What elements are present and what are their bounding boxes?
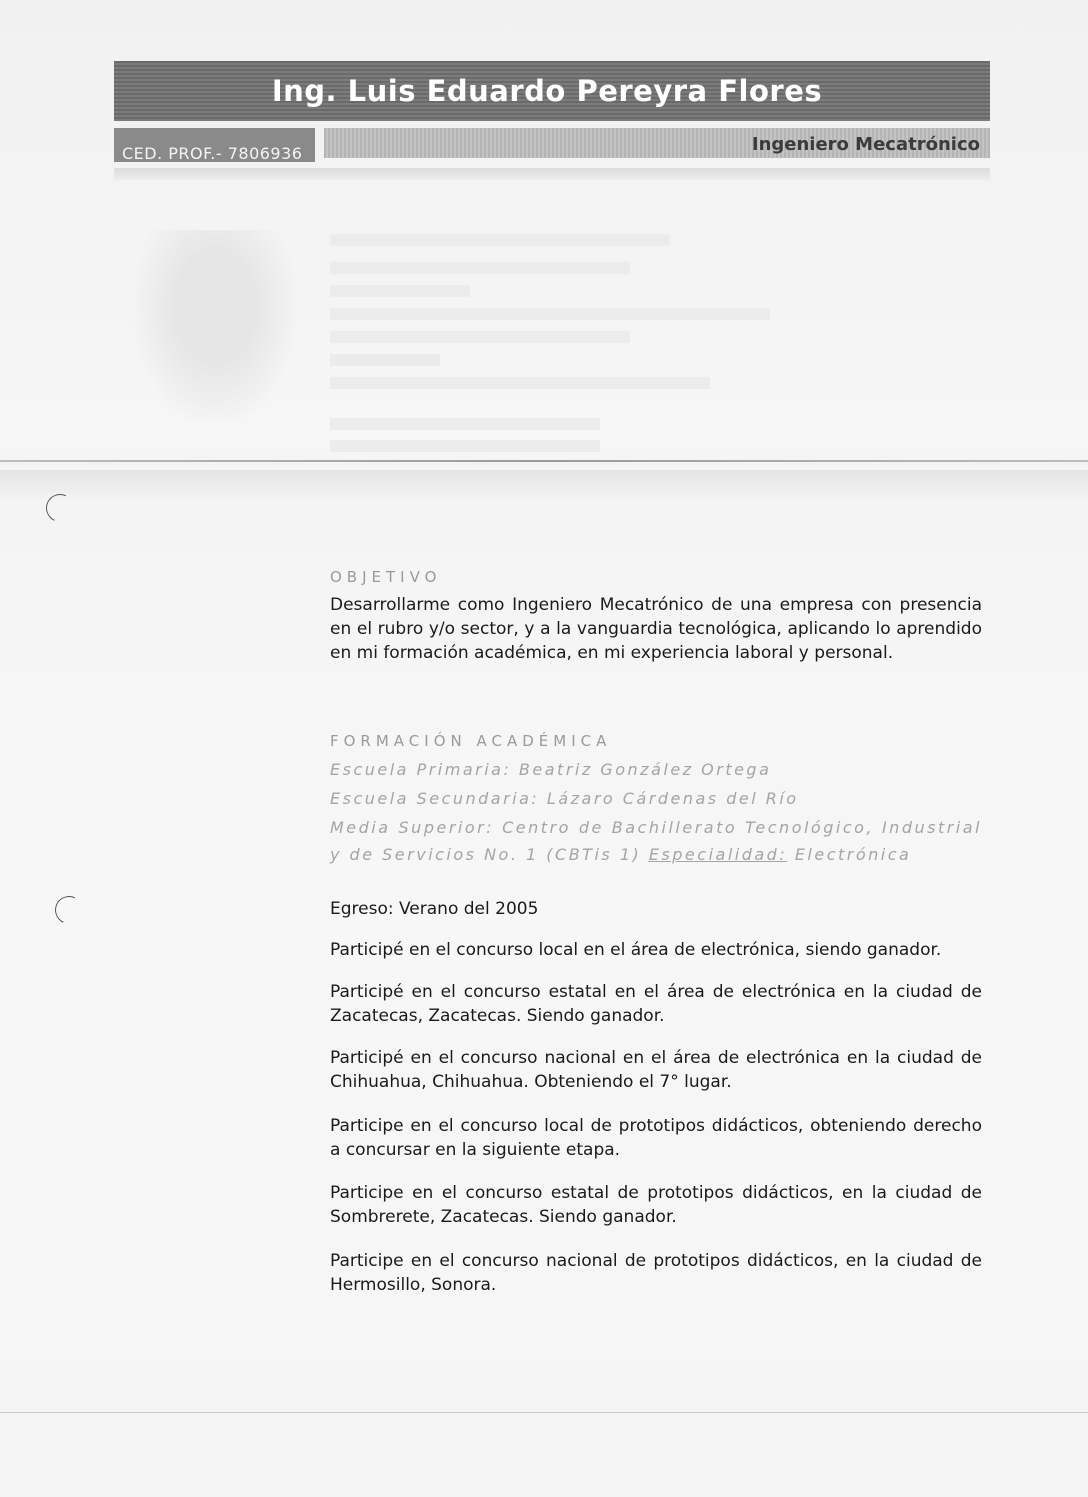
faded-line [330, 285, 470, 297]
formacion-heading: FORMACIÓN ACADÉMICA [330, 732, 612, 750]
media-superior-block [330, 814, 982, 868]
achievement-item: Participé en el concurso local en el área de electrónica, siendo ganador. [330, 940, 942, 960]
objetivo-text: Desarrollarme como Ingeniero Mecatrónico de una empresa con presencia en el rubro y/o sector, y a la vanguardia tecnológica, aplicando lo aprendido en mi formación académica, en mi experiencia laboral y personal. [330, 595, 982, 663]
media-superior-line: Media Superior: Centro de Bachillerato Tecnológico, Industrial y de Servicios No. 1 (CBTis 1) [330, 818, 982, 864]
faded-photo [135, 230, 295, 420]
achievement-item: Participé en el concurso estatal en el área de electrónica en la ciudad de Zacatecas, Zacatecas. Siendo ganador. [330, 982, 982, 1026]
fold-shadow [0, 470, 1088, 500]
achievement-item: Participé en el concurso nacional en el área de electrónica en la ciudad de Chihuahua, Chihuahua. Obteniendo el 7° lugar. [330, 1048, 982, 1092]
punch-hole [51, 892, 87, 928]
primaria-line: Escuela Primaria: Beatriz González Ortega [330, 760, 772, 779]
faded-line [330, 377, 710, 389]
profession-banner [324, 128, 990, 158]
achievement-item: Participe en el concurso estatal de prototipos didácticos, en la ciudad de Sombrerete, Zacatecas. Siendo ganador. [330, 1183, 982, 1227]
candidate-name: Ing. Luis Eduardo Pereyra Flores [271, 74, 823, 108]
cedula-number: CED. PROF.- 7806936 [122, 144, 303, 162]
objetivo-heading: OBJETIVO [330, 568, 442, 586]
faded-line [330, 354, 440, 366]
especialidad-label: Especialidad: [648, 845, 788, 864]
name-banner [114, 61, 990, 121]
secundaria-line: Escuela Secundaria: Lázaro Cárdenas del Río [330, 789, 799, 808]
especialidad-value: Electrónica [794, 845, 912, 864]
faded-strip [114, 168, 990, 180]
faded-line [330, 234, 670, 246]
faded-line [330, 440, 600, 452]
profession-title: Ingeniero Mecatrónico [751, 134, 980, 155]
faded-line [330, 308, 770, 320]
achievement-item: Participe en el concurso nacional de prototipos didácticos, en la ciudad de Hermosillo, Sonora. [330, 1251, 982, 1295]
page-edge-line [0, 1412, 1088, 1413]
achievement-item: Participe en el concurso local de prototipos didácticos, obteniendo derecho a concursar en la siguiente etapa. [330, 1116, 982, 1160]
egreso-text: Egreso: Verano del 2005 [330, 899, 539, 919]
paper-fold [0, 460, 1088, 462]
cedula-box [114, 128, 315, 162]
faded-line [330, 331, 630, 343]
faded-line [330, 262, 630, 274]
faded-line [330, 418, 600, 430]
